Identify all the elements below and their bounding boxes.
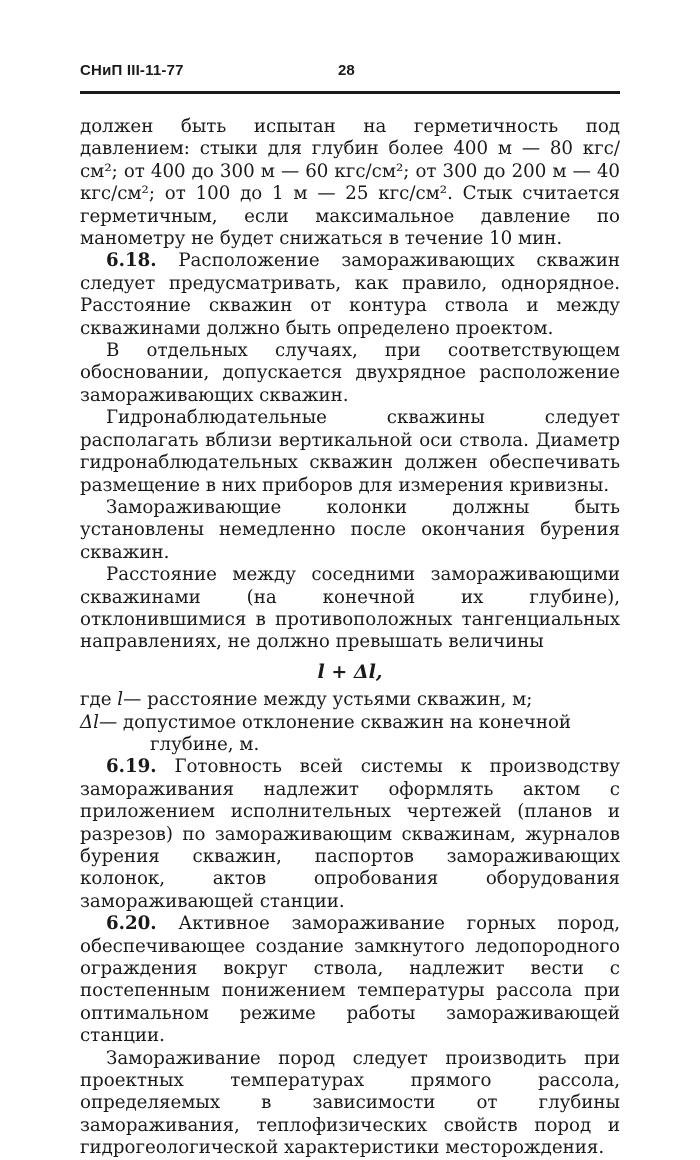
section-text: Активное замораживание горных пород, обеспечивающее создание замкнутого ледопородного ограждения вокруг ствола, надлежит вести с постепенным понижением температуры рассола при оптимальном режиме работы замораживающей станции. (80, 913, 620, 1047)
where-description: — расстояние между устьями скважин, м; (123, 689, 533, 711)
where-definition-delta-l (80, 712, 620, 734)
header-rule (80, 91, 620, 94)
where-symbol: Δl (80, 711, 99, 733)
section-text: Расположение замораживающих скважин следует предусматривать, как правило, однорядное. Расстояние скважин от контура ствола и между скважинами должно быть определено проектом. (80, 250, 620, 339)
document-code: СНиП III-11-77 (80, 62, 184, 79)
page-number: 28 (338, 62, 355, 79)
section-6-18 (80, 250, 620, 340)
section-6-20 (80, 913, 620, 1047)
formula: l + Δl, (317, 660, 383, 683)
where-description: — допустимое отклонение скважин на конечной (98, 711, 572, 733)
paragraph: Замораживающие колонки должны быть установлены немедленно после окончания бурения скважин. (80, 496, 620, 563)
paragraph: Расстояние между соседними замораживающими скважинами (на конечной их глубине), отклонившимися в противоположных тангенциальных направлениях, не должно превышать величины (80, 564, 620, 653)
where-definition-continuation: глубине, м. (150, 733, 260, 755)
where-symbol: где l (80, 689, 124, 711)
section-number: 6.19. (106, 756, 157, 778)
section-6-19 (80, 756, 620, 913)
paragraph: В отдельных случаях, при соответствующем обосновании, допускается двухрядное расположение замораживающих скважин. (80, 340, 620, 406)
paragraph: Замораживание пород следует производить при проектных температурах прямого рассола, определяемых в зависимости от глубины замораживания, теплофизических свойств пород и гидрогеологической характеристики месторождения. (80, 1047, 620, 1159)
body-text (80, 116, 620, 1160)
where-definition-l (80, 689, 620, 711)
page-header (80, 62, 620, 90)
section-number: 6.20. (106, 913, 157, 935)
section-text: Готовность всей системы к производству замораживания надлежит оформлять актом с приложением исполнительных чертежей (планов и разрезов) по замораживающим скважинам, журналов бурения скважин, паспортов замораживающих колонок, актов опробования оборудования замораживающей станции. (80, 756, 620, 912)
paragraph: Гидронаблюдательные скважины следует располагать вблизи вертикальной оси ствола. Диаметр гидронаблюдательных скважин должен обеспечивать размещение в них приборов для измерения кривизны. (80, 407, 620, 496)
section-number: 6.18. (106, 250, 157, 272)
paragraph-continuation: должен быть испытан на герметичность под давлением: стыки для глубин более 400 м — 80 кгс/см²; от 400 до 300 м — 60 кгс/см²; от 300 до 200 м — 40 кгс/см²; от 100 до 1 м — 25 кгс/см². Стык считается герметичным, если максимальное давление по манометру не будет снижаться в течение 10 мин. (80, 116, 620, 250)
